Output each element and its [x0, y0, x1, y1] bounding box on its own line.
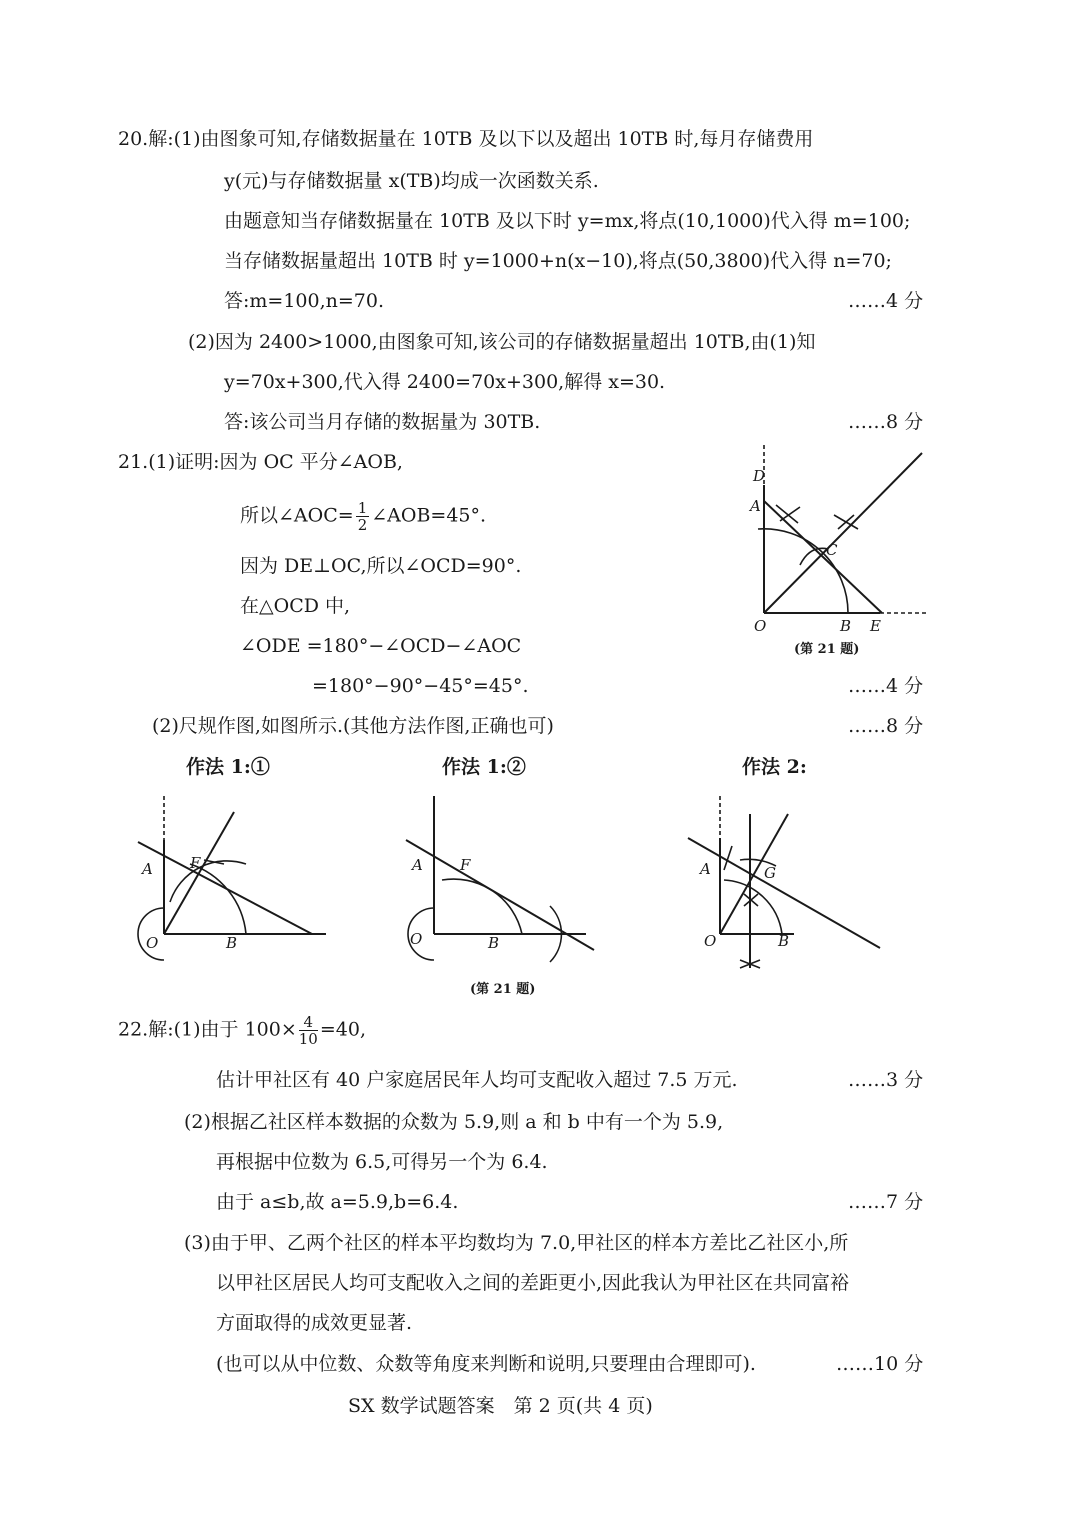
q22-score2: ……7 分	[848, 1191, 924, 1213]
method-1-2-label: 作法 1:②	[442, 756, 526, 778]
q21-label-D: D	[753, 467, 766, 485]
fig2-label-F: F	[460, 856, 471, 874]
q21-line5: ∠ODE =180°−∠OCD−∠AOC	[240, 635, 522, 657]
page-footer: SX 数学试题答案 第 2 页(共 4 页)	[348, 1395, 653, 1417]
q21-score1: ……4 分	[848, 675, 924, 697]
fig1-label-B: B	[226, 934, 238, 952]
q21-label-C: C	[826, 541, 838, 559]
fig2-label-B: B	[488, 934, 500, 952]
method-1-2-figure	[400, 790, 610, 970]
fraction-one-half: $\frac{1}{2}$	[357, 499, 368, 534]
method-1-1-figure	[130, 790, 340, 970]
q22-line9: (也可以从中位数、众数等角度来判断和说明,只要理由合理即可).	[216, 1353, 756, 1375]
q20-part2-line1: (2)因为 2400>1000,由图象可知,该公司的存储数据量超出 10TB,由(1)知	[188, 331, 816, 353]
q20-line4: 当存储数据量超出 10TB 时 y=1000+n(x−10),将点(50,3800)代入得 n=70;	[224, 250, 892, 272]
method-1-1-label: 作法 1:①	[186, 756, 270, 778]
fraction-4-10: $\frac{4}{10}$	[298, 1013, 318, 1048]
q21-line2-post: ∠AOB=45°.	[371, 504, 487, 527]
q21-line2	[240, 500, 486, 533]
q20-part2-line3: 答:该公司当月存储的数据量为 30TB.	[224, 411, 541, 433]
q20-line2: y(元)与存储数据量 x(TB)均成一次函数关系.	[224, 170, 599, 192]
q22-line4: 再根据中位数为 6.5,可得另一个为 6.4.	[216, 1151, 548, 1173]
q21-bottom-caption: (第 21 题)	[470, 982, 536, 997]
method-2-figure	[684, 790, 894, 980]
q22-line7: 以甲社区居民人均可支配收入之间的差距更小,因此我认为甲社区在共同富裕	[216, 1272, 850, 1294]
fig3-label-B: B	[778, 932, 790, 950]
q22-line3: (2)根据乙社区样本数据的众数为 5.9,则 a 和 b 中有一个为 5.9,	[184, 1111, 724, 1133]
q21-line4: 在△OCD 中,	[240, 595, 351, 617]
q20-score1: ……4 分	[848, 290, 924, 312]
q21-figure-caption: (第 21 题)	[794, 642, 860, 657]
q21-label-B: B	[840, 617, 852, 635]
q21-line2-pre: 所以∠AOC=	[240, 504, 354, 527]
q22-line1-post: =40,	[319, 1018, 366, 1041]
q21-line7: (2)尺规作图,如图所示.(其他方法作图,正确也可)	[152, 715, 554, 737]
fig1-label-F: F	[190, 854, 201, 872]
q21-main-figure	[740, 445, 940, 655]
q21-line6: =180°−90°−45°=45°.	[312, 675, 529, 697]
fig1-label-A: A	[142, 860, 153, 878]
fig1-label-O: O	[146, 934, 159, 952]
q22-line6: (3)由于甲、乙两个社区的样本平均数均为 7.0,甲社区的样本方差比乙社区小,所	[184, 1232, 849, 1254]
q21-label-E: E	[870, 617, 881, 635]
fig2-label-A: A	[412, 856, 423, 874]
fig3-label-O: O	[704, 932, 717, 950]
q22-line1-pre: 22.解:(1)由于 100×	[118, 1018, 297, 1041]
fig3-label-A: A	[700, 860, 711, 878]
fig3-label-G: G	[764, 864, 776, 882]
q21-line1: 21.(1)证明:因为 OC 平分∠AOB,	[118, 451, 403, 473]
method-2-label: 作法 2:	[742, 756, 807, 778]
q21-line3: 因为 DE⊥OC,所以∠OCD=90°.	[240, 555, 522, 577]
q22-line8: 方面取得的成效更显著.	[216, 1312, 413, 1334]
q22-line2: 估计甲社区有 40 户家庭居民年人均可支配收入超过 7.5 万元.	[216, 1069, 738, 1091]
q22-line1	[118, 1014, 366, 1047]
q20-line5: 答:m=100,n=70.	[224, 290, 385, 312]
q21-score2: ……8 分	[848, 715, 924, 737]
fig2-label-O: O	[410, 930, 423, 948]
q21-label-O: O	[754, 617, 767, 635]
q20-line3: 由题意知当存储数据量在 10TB 及以下时 y=mx,将点(10,1000)代入得 m=100;	[224, 210, 911, 232]
q21-label-A: A	[750, 497, 761, 515]
q20-part2-line2: y=70x+300,代入得 2400=70x+300,解得 x=30.	[224, 371, 666, 393]
q20-score2: ……8 分	[848, 411, 924, 433]
q20-line1: 20.解:(1)由图象可知,存储数据量在 10TB 及以下以及超出 10TB 时,每月存储费用	[118, 128, 814, 150]
q22-score3: ……10 分	[836, 1353, 924, 1375]
q22-score1: ……3 分	[848, 1069, 924, 1091]
q22-line5: 由于 a≤b,故 a=5.9,b=6.4.	[216, 1191, 459, 1213]
